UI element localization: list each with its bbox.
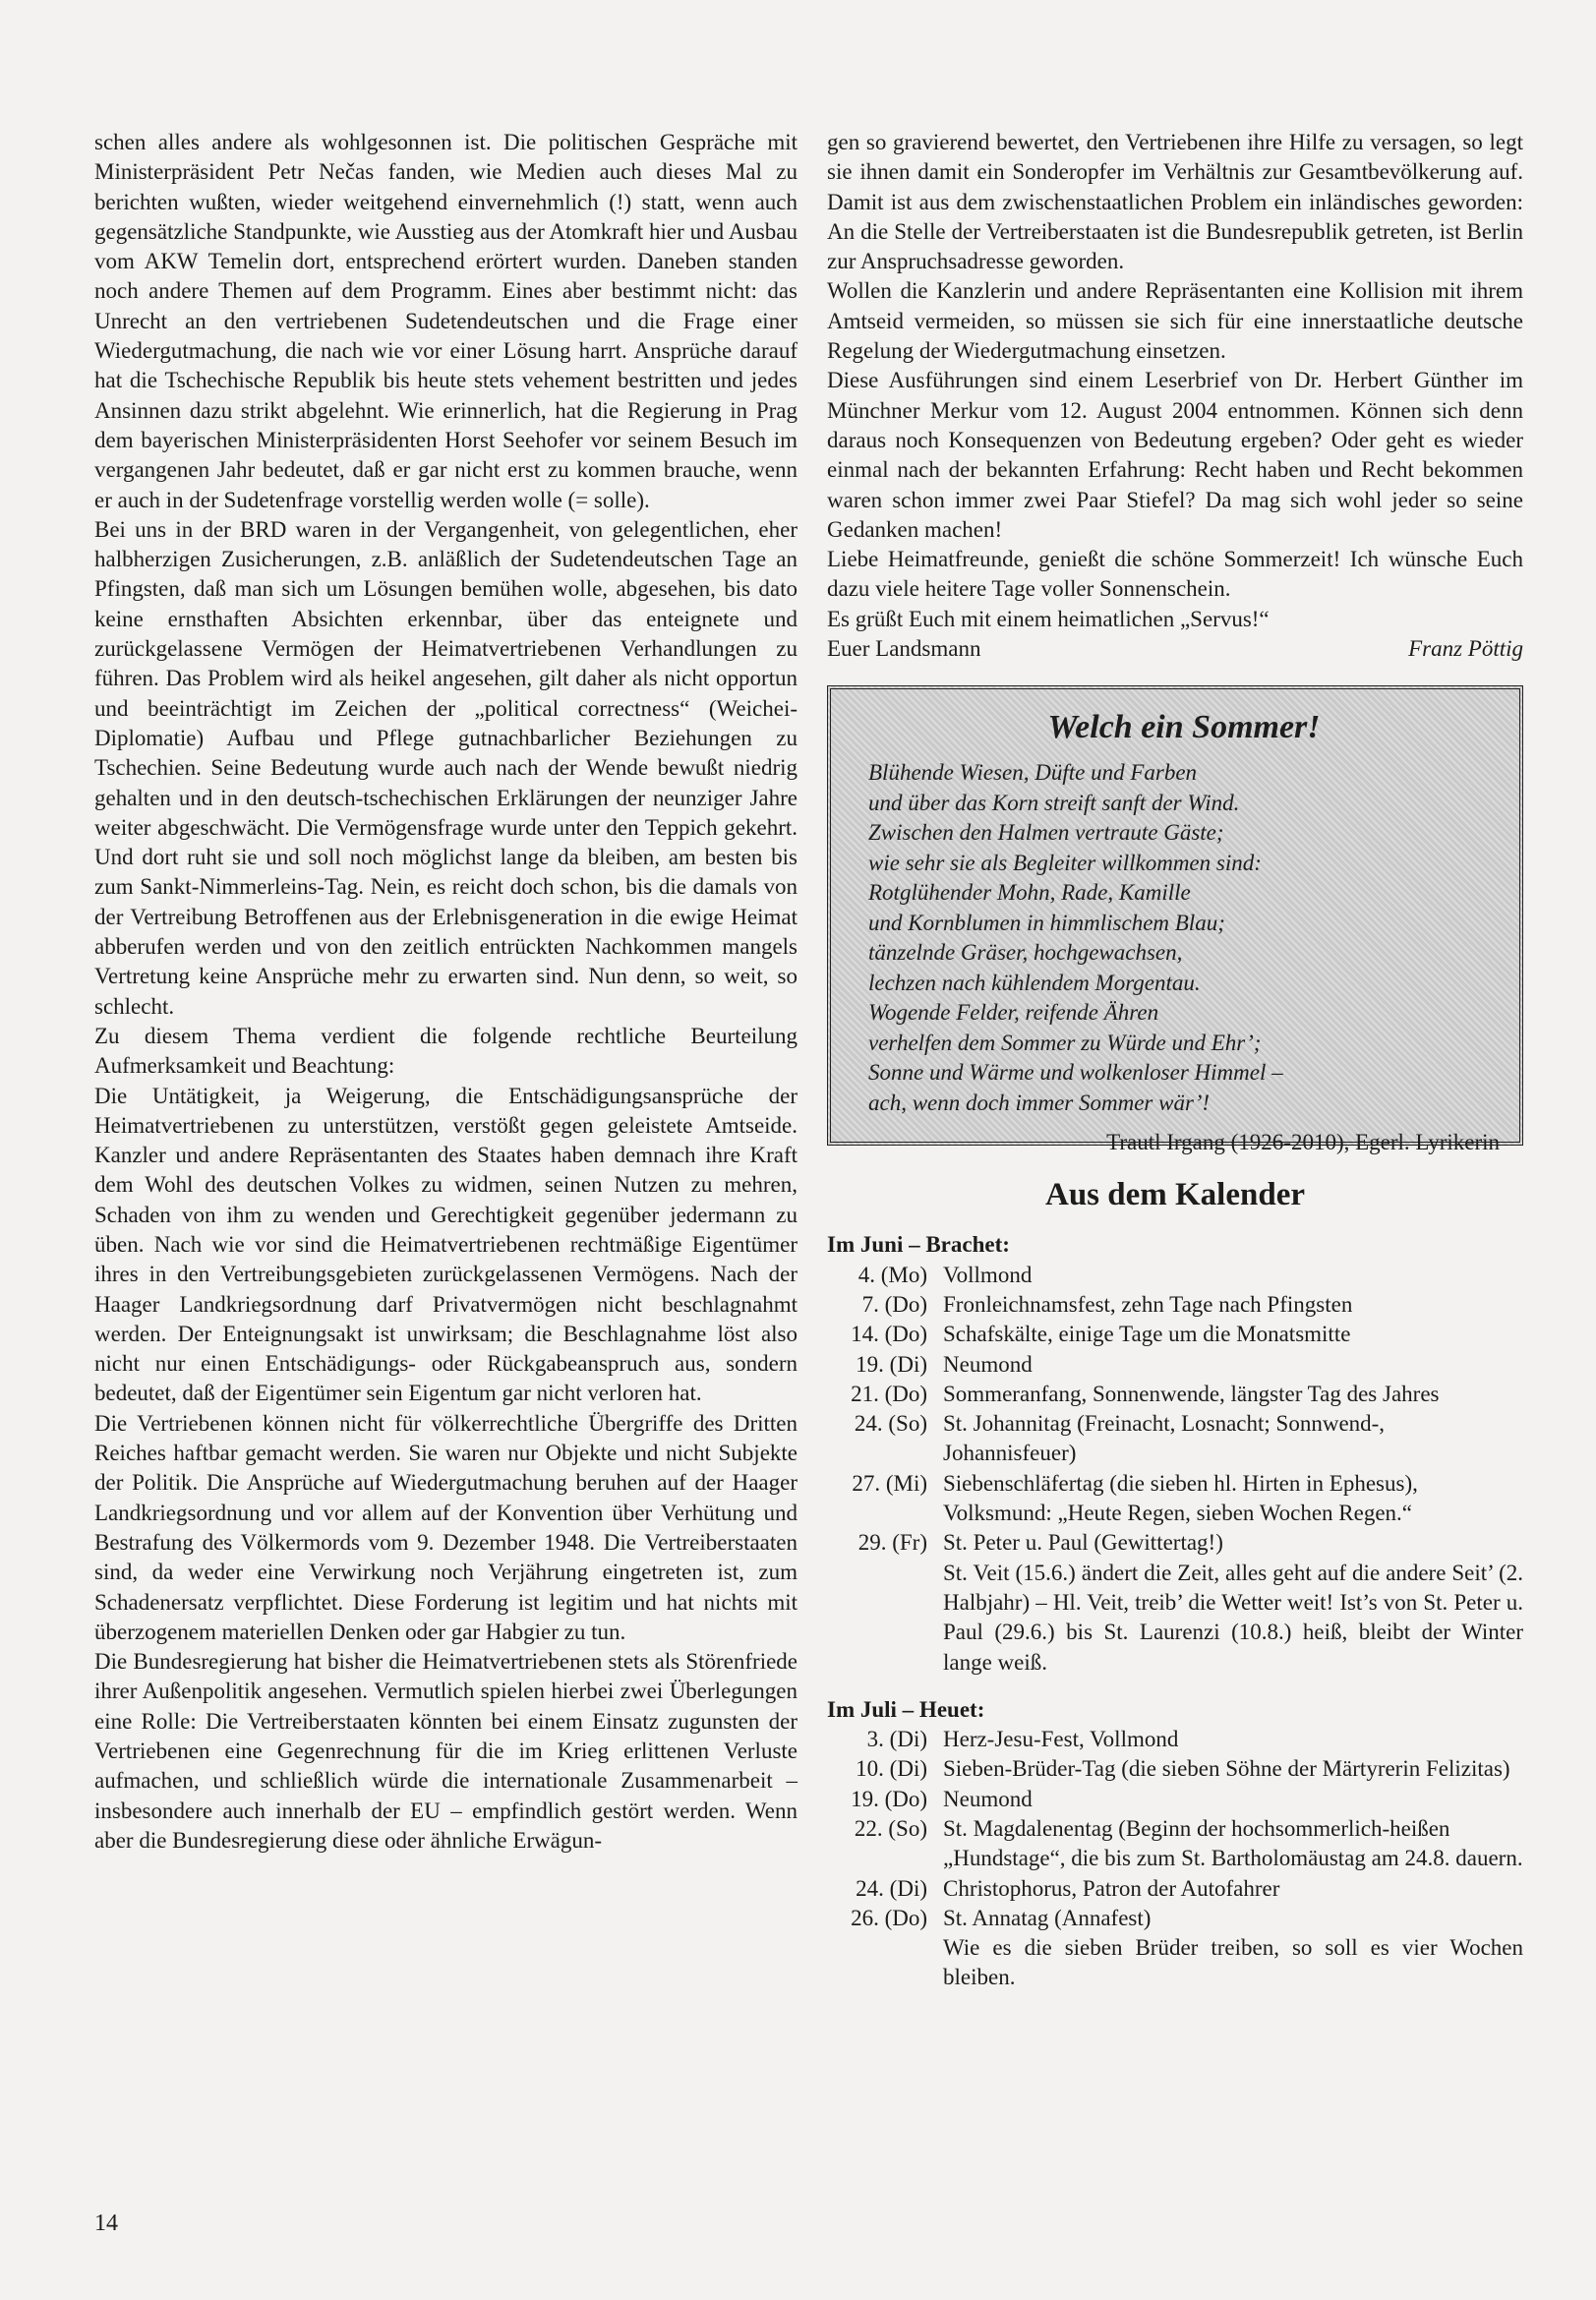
paragraph: Zu diesem Thema verdient die folgende rechtliche Beurteilung Aufmerksamkeit und Beachtung: [94,1023,798,1079]
author-name: Franz Pöttig [1408,636,1523,662]
calendar-entry [827,1785,1523,1814]
calendar-entry [827,1380,1523,1409]
entry-text: Neumond [943,1786,1033,1811]
poem-line: ach, wenn doch immer Sommer wär’! [868,1090,1211,1115]
entry-date: 10. (Di) [856,1756,927,1782]
entry-text: Herz-Jesu-Fest, Vollmond [943,1727,1179,1752]
entry-text: Siebenschläfertag (die sieben hl. Hirten in Ephesus), Volksmund: „Heute Regen, sieben Wochen Regen.“ [943,1470,1418,1526]
poem-line: tänzelnde Gräser, hochgewachsen, [868,940,1183,966]
calendar-title: Aus dem Kalender [1045,1177,1305,1213]
poem-line: lechzen nach kühlendem Morgentau. [868,970,1201,995]
poem-line: Zwischen den Halmen vertraute Gäste; [868,820,1224,846]
paragraph: Die Bundesregierung hat bisher die Heimatvertriebenen stets als Störenfriede ihrer Außenpolitik angesehen. Vermutlich spielen hierbei zwei Überlegungen eine Rolle: Die Vertreiberstaaten könnten bei einem Einsatz zugunsten der Vertriebenen eine Gegenrechnung für die im Krieg erlittenen Verluste aufmachen, und schließlich würde die internationale Zusammenarbeit – insbesondere auch innerhalb der EU – empfindlich gestört werden. Wenn aber die Bundesregierung diese oder ähnliche Erwägun- [94,1649,798,1853]
entry-date: 26. (Do) [851,1905,927,1930]
entry-text: Christophorus, Patron der Autofahrer [943,1875,1280,1901]
entry-date: 19. (Di) [856,1351,927,1377]
poem-line: Sonne und Wärme und wolkenloser Himmel – [868,1060,1283,1086]
poem-line: verhelfen dem Sommer zu Würde und Ehr’; [868,1030,1262,1055]
month-heading-june: Im Juni – Brachet: [827,1232,1010,1258]
poem-lines [868,758,1500,1118]
calendar-entry [827,1320,1523,1349]
entry-date: 4. (Mo) [857,1262,927,1287]
paragraph: Die Vertriebenen können nicht für völkerrechtliche Übergriffe des Dritten Reiches haftbar gemacht werden. Sie waren nur Objekte und nicht Subjekte der Politik. Die Ansprüche auf Wiedergutmachung beruhen auf der Haager Landkriegsordnung und vor allem auf der Konvention über Verhütung und Bestrafung des Völkermords vom 9. Dezember 1948. Die Vertreiberstaaten sind, da weder eine Verwirkung noch Verjährung eingetreten ist, zum Schadenersatz verpflichtet. Diese Forderung ist legitim und hat nichts mit überzogenem materiellen Denken oder gar Habgier zu tun. [94,1410,798,1644]
calendar-note: Wie es die sieben Brüder treiben, so soll es vier Wochen bleiben. [943,1935,1523,1990]
paragraph: Diese Ausführungen sind einem Leserbrief von Dr. Herbert Günther im Münchner Merkur vom 12. August 2004 entnommen. Können sich denn daraus noch Konsequenzen von Bedeutung ergeben? Oder geht es wieder einmal nach der bekannten Erfahrung: Recht haben und Recht bekommen waren schon immer zwei Paar Stiefel? Da mag sich wohl jeder so seine Gedanken machen! [827,368,1523,542]
right-column [827,128,1523,1993]
poem-credit: Trautl Irgang (1926-2010), Egerl. Lyrikerin [1106,1130,1500,1155]
entry-date: 27. (Mi) [852,1470,927,1496]
paragraph: Die Untätigkeit, ja Weigerung, die Entschädigungsansprüche der Heimatvertriebenen zu unterstützen, verstößt gegen geleistete Amtseide. Kanzler und andere Repräsentanten des Staates haben demnach ihre Kraft dem Wohl des deutschen Volkes zu widmen, seinen Nutzen zu mehren, Schaden von ihm zu wenden und Gerechtigkeit gegenüber jedermann zu üben. Nach wie vor sind die Heimatvertriebenen rechtmäßige Eigentümer ihres in den Vertreibungsgebieten zurückgelassenen Vermögens. Nach der Haager Landkriegsordnung darf Privatvermögen nicht beschlagnahmt werden. Der Enteignungsakt ist unwirksam; die Beschlagnahme löst also nicht nur einen Entschädigungs- oder Rückgabeanspruch aus, sondern bedeutet, daß der Eigentümer sein Eigentum gar nicht verloren hat. [94,1083,798,1406]
entry-text: Schafskälte, einige Tage um die Monatsmitte [943,1322,1351,1347]
month-heading-july: Im Juli – Heuet: [827,1696,985,1722]
calendar-entry [827,1814,1523,1874]
poem-line: Wogende Felder, reifende Ähren [868,1000,1159,1026]
entry-date: 24. (So) [854,1411,927,1437]
entry-date: 7. (Do) [861,1291,927,1317]
entry-text: Vollmond [943,1262,1033,1287]
entry-date: 19. (Do) [851,1786,927,1811]
calendar-entry [827,1261,1523,1290]
calendar-entry [827,1469,1523,1529]
entry-date: 22. (So) [854,1815,927,1841]
paragraph: schen alles andere als wohlgesonnen ist. Die politischen Gespräche mit Ministerpräsident Petr Nečas fanden, wie Medien auch dieses Mal zu berichten wußten, wieder weitgehend einvernehmlich (!) statt, wenn auch gegensätzliche Standpunkte, wie Ausstieg aus der Atomkraft hier und Ausbau vom AKW Temelin dort, entsprechend erörtert wurden. Daneben standen noch andere Themen auf dem Programm. Eines aber bestimmt nicht: das Unrecht an den vertriebenen Sudetendeutschen und die Frage einer Wiedergutmachung, die nach wie vor einer Lösung harrt. Ansprüche darauf hat die Tschechische Republik bis heute stets vehement bestritten und jedes Ansinnen dazu strikt abgelehnt. Wie erinnerlich, hat die Regierung in Prag dem bayerischen Ministerpräsidenten Horst Seehofer vor seinem Besuch im vergangenen Jahr bedeutet, daß er gar nicht erst zu kommen brauche, wenn er auch in der Sudetenfrage vorstellig werden wolle (= solle). [94,130,798,512]
calendar-entry [827,1528,1523,1558]
calendar-entry [827,1904,1523,1933]
signature-line [827,634,1523,664]
entry-date: 29. (Fr) [857,1530,927,1556]
entry-date: 3. (Di) [866,1727,927,1752]
poem-line: Rotglühender Mohn, Rade, Kamille [868,880,1191,906]
poem-title: Welch ein Sommer! [1047,709,1321,746]
entry-text: St. Peter u. Paul (Gewittertag!) [943,1530,1223,1556]
entry-text: St. Annatag (Annafest) [943,1905,1152,1930]
paragraph: Wollen die Kanzlerin und andere Repräsentanten eine Kollision mit ihrem Amtseid vermeiden, so müssen sie sich für eine innerstaatliche deutsche Regelung der Wiedergutmachung einsetzen. [827,278,1523,364]
poem-line: wie sehr sie als Begleiter willkommen sind: [868,850,1262,875]
closing: Euer Landsmann [827,636,981,662]
poem-box [827,685,1523,1155]
entry-date: 14. (Do) [851,1322,927,1347]
entry-text: Sieben-Brüder-Tag (die sieben Söhne der Märtyrerin Felizitas) [943,1756,1510,1782]
entry-date: 21. (Do) [851,1381,927,1406]
calendar-entry [827,1350,1523,1380]
calendar-entry [827,1725,1523,1754]
poem-line: und über das Korn streift sanft der Wind. [868,790,1240,815]
calendar-entry [827,1874,1523,1904]
entry-text: St. Johannitag (Freinacht, Losnacht; Sonnwend-, Johannisfeuer) [943,1411,1386,1466]
entry-text: St. Magdalenentag (Beginn der hochsommerlich-heißen „Hundstage“, die bis zum St. Bartholomäustag am 24.8. dauern. [943,1815,1523,1871]
paragraph: gen so gravierend bewertet, den Vertriebenen ihre Hilfe zu versagen, so legt sie ihnen damit ein Sonderopfer im Verhältnis zur Gesamtbevölkerung auf. Damit ist aus dem zwischenstaatlichen Problem ein inländisches geworden: An die Stelle der Vertreiberstaaten ist die Bundesrepublik getreten, ist Berlin zur Anspruchsadresse geworden. [827,130,1523,274]
calendar-note: St. Veit (15.6.) ändert die Zeit, alles geht auf die andere Seit’ (2. Halbjahr) – Hl. Veit, treib’ die Wetter weit! Ist’s von St. Peter u. Paul (29.6.) bis St. Laurenzi (10.8.) heiß, bleibt der Winter lange weiß. [943,1560,1523,1675]
calendar-entry [827,1409,1523,1469]
page-number: 14 [94,2211,118,2236]
entry-text: Fronleichnamsfest, zehn Tage nach Pfingsten [943,1291,1353,1317]
paragraph: Bei uns in der BRD waren in der Vergangenheit, von gelegentlichen, eher halbherzigen Zusicherungen, z.B. anläßlich der Sudetendeutschen Tage an Pfingsten, daß man sich um Lösungen bemühen wolle, abgesehen, bis dato keine ernsthaften Absichten erkennbar, über das enteignete und zurückgelassene Vermögen der Heimatvertriebenen Verhandlungen zu führen. Das Problem wird als heikel angesehen, gilt daher als nicht opportun und beeinträchtigt im Zeichen der „political correctness“ (Weichei-Diplomatie) Aufbau und Pflege gutnachbarlicher Beziehungen zu Tschechien. Seine Bedeutung wurde auch nach der Wende bewußt niedrig gehalten und in den deutsch-tschechischen Erklärungen der neunziger Jahre weiter abgeschwächt. Die Vermögensfrage wurde unter den Teppich gekehrt. Und dort ruht sie und soll noch möglichst lange da bleiben, am besten bis zum Sankt-Nimmerleins-Tag. Nein, es reicht doch schon, bis die damals von der Vertreibung Betroffenen aus der Erlebnisgeneration in die ewige Heimat abberufen werden und von den zeitlich entrückten Nachkommen mangels Vertretung keine Ansprüche mehr zu erwarten sind. Nun denn, so weit, so schlecht. [94,516,798,1019]
calendar-entry [827,1290,1523,1320]
paragraph: Es grüßt Euch mit einem heimatlichen „Servus!“ [827,606,1270,631]
left-column [94,128,798,1856]
poem-line: und Kornblumen in himmlischem Blau; [868,910,1225,935]
poem-line: Blühende Wiesen, Düfte und Farben [868,760,1198,786]
entry-text: Sommeranfang, Sonnenwende, längster Tag des Jahres [943,1381,1440,1406]
calendar-entry [827,1754,1523,1784]
paragraph: Liebe Heimatfreunde, genießt die schöne Sommerzeit! Ich wünsche Euch dazu viele heitere Tage voller Sonnenschein. [827,547,1523,602]
entry-text: Neumond [943,1351,1033,1377]
entry-date: 24. (Di) [856,1875,927,1901]
